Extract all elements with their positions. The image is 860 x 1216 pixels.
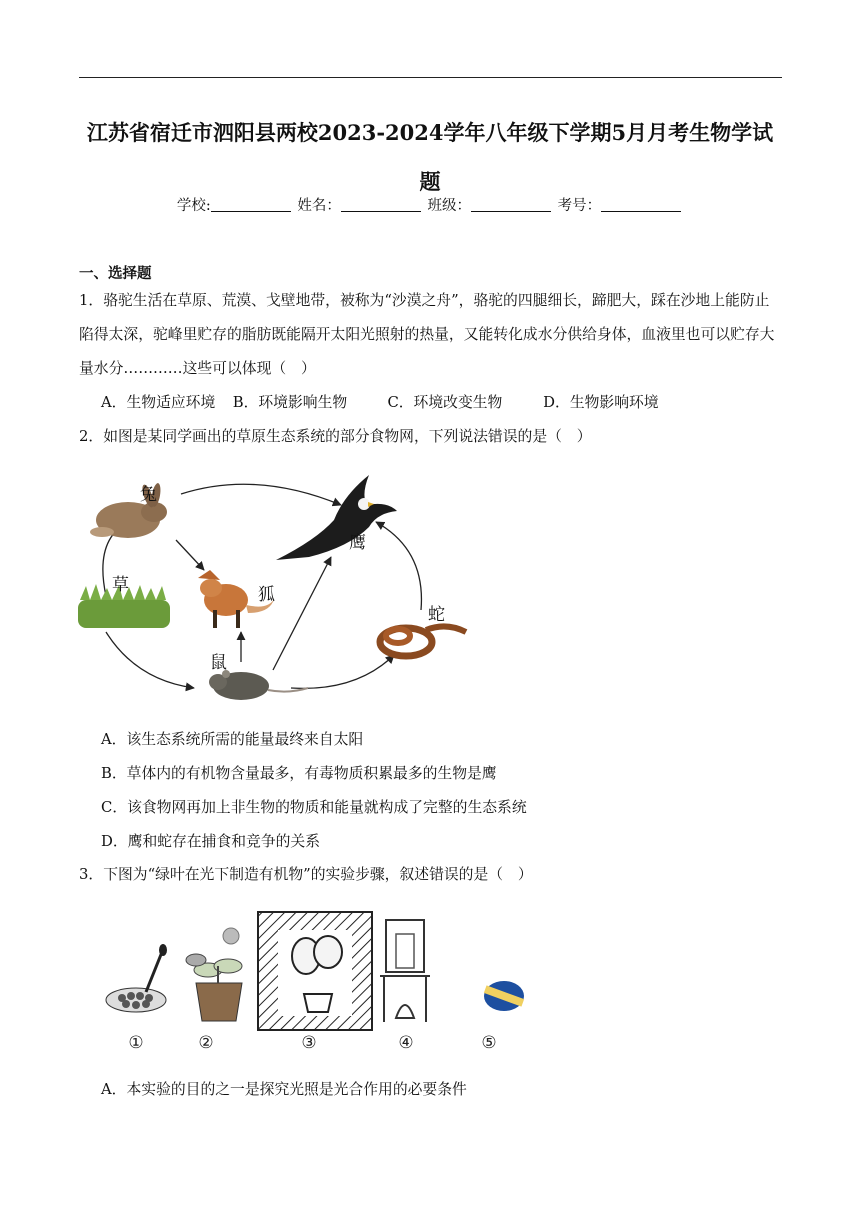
exam-title-line1: 江苏省宿迁市泗阳县两校2023-2024学年八年级下学期5月月考生物学试 (86, 120, 774, 145)
step-label-5: ⑤ (481, 1033, 497, 1053)
label-rabbit: 兔 (140, 485, 157, 505)
step2-potted-plant (186, 928, 242, 1021)
student-info-line (0, 196, 860, 216)
q2-option-a[interactable]: A．该生态系统所需的能量最终来自太阳 (101, 731, 364, 748)
school-blank[interactable] (211, 197, 291, 212)
step5-stained-leaf (484, 981, 524, 1011)
label-mouse: 鼠 (210, 653, 227, 673)
q1-option-a[interactable]: A．生物适应环境 (101, 394, 216, 411)
step-label-3: ③ (301, 1033, 317, 1053)
step1-petri-dish (106, 944, 167, 1012)
q2-option-b[interactable]: B．草体内的有机物含量最多，有毒物质积累最多的生物是鹰 (101, 765, 497, 782)
school-label: 学校: (176, 198, 211, 214)
question-1-options (101, 393, 659, 413)
exam-number-blank[interactable] (601, 197, 681, 212)
food-web-diagram (76, 470, 486, 715)
q2-option-d[interactable]: D．鹰和蛇存在捕食和竞争的关系 (101, 833, 321, 850)
class-label: 班级： (427, 198, 471, 214)
question-3-text: 3．下图为“绿叶在光下制造有机物”的实验步骤，叙述错误的是（ ） (79, 866, 533, 883)
mouse-image (209, 670, 308, 700)
q1-option-b[interactable]: B．环境影响生物 (232, 394, 348, 411)
step-label-4: ④ (398, 1033, 414, 1053)
exam-number-label: 考号： (557, 198, 602, 214)
exam-title-line2: 题 (419, 169, 441, 194)
name-label: 姓名： (297, 198, 341, 214)
question-1-text: 1．骆驼生活在草原、荒漠、戈壁地带，被称为“沙漠之舟”，骆驼的四腿细长，蹄肥大，踩在沙地上能防止陷得太深，驼峰里贮存的脂肪既能隔开太阳光照射的热量，又能转化成水分供给身体，血液里也可以贮存大量水分…………这些可以体现（ ） (79, 292, 775, 377)
q1-option-d[interactable]: D．生物影响环境 (543, 394, 659, 411)
q1-option-c[interactable]: C．环境改变生物 (387, 394, 503, 411)
q2-option-c[interactable]: C．该食物网再加上非生物的物质和能量就构成了完整的生态系统 (101, 799, 527, 816)
step3-dark-box (258, 912, 372, 1030)
eagle-image (276, 475, 397, 560)
exam-title (70, 108, 790, 206)
label-grass: 草 (112, 575, 129, 595)
header-rule (79, 77, 782, 78)
name-blank[interactable] (341, 197, 421, 212)
label-snake: 蛇 (428, 605, 445, 625)
snake-image (380, 626, 466, 656)
class-blank[interactable] (471, 197, 551, 212)
step-label-1: ① (128, 1033, 144, 1053)
experiment-steps-diagram (96, 908, 536, 1058)
q3-option-a[interactable]: A．本实验的目的之一是探究光照是光合作用的必要条件 (101, 1081, 467, 1098)
step4-water-bath (380, 920, 430, 1022)
label-eagle: 鹰 (349, 533, 366, 553)
question-2-text: 2．如图是某同学画出的草原生态系统的部分食物网，下列说法错误的是（ ） (79, 428, 592, 445)
label-fox: 狐 (258, 585, 275, 605)
step-label-2: ② (198, 1033, 214, 1053)
section-title: 一、选择题 (79, 265, 152, 282)
